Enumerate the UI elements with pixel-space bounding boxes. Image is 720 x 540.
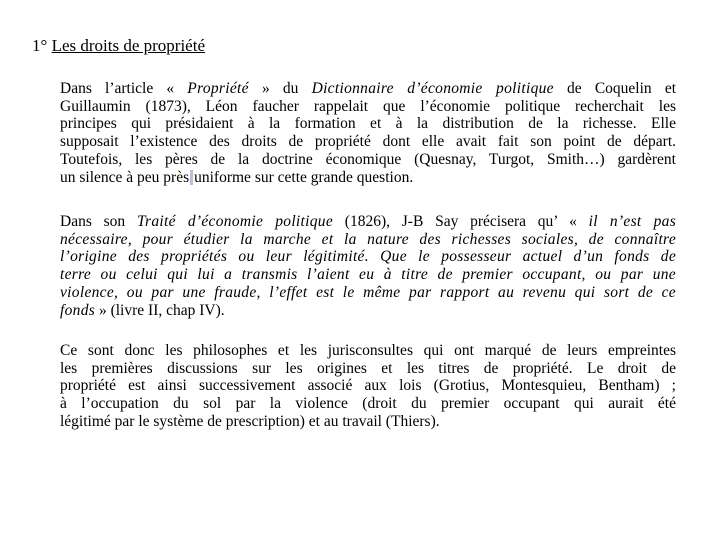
text-line <box>60 342 676 360</box>
section-number: 1° <box>32 36 48 55</box>
text-segment: Dans son <box>60 213 137 230</box>
text-line <box>60 395 676 413</box>
text-segment: à l’occupation du sol par la violence (droit du premier occupant qui aurait été <box>60 395 676 413</box>
text-segment: » du <box>248 80 312 97</box>
text-line <box>60 213 676 231</box>
text-segment: uniforme sur cette grande question. <box>194 168 414 186</box>
text-line <box>60 169 676 187</box>
italic-text: il n’est pas <box>588 213 677 230</box>
text-line <box>60 133 676 151</box>
text-segment: un silence à peu près <box>60 168 190 186</box>
text-segment: Ce sont donc les philosophes et les jurisconsultes qui ont marqué de leurs empreintes <box>60 342 676 359</box>
text-line <box>60 266 676 284</box>
text-segment: supposait l’existence des droits de propriété dont elle avait fait son point de départ. <box>60 133 676 151</box>
text-segment: principes qui présidaient à la formation et à la distribution de la richesse. Elle <box>60 115 676 133</box>
text-segment: Guillaumin (1873), Léon faucher rappelait que l’économie politique recherchait les <box>60 97 676 115</box>
text-segment: Dans l’article « <box>60 80 188 97</box>
text-line <box>60 302 676 320</box>
paragraph-philosophes <box>60 342 676 431</box>
text-line <box>60 151 676 169</box>
italic-text: Propriété <box>187 80 249 97</box>
section-heading <box>32 36 205 56</box>
text-line <box>60 360 676 378</box>
text-line <box>60 98 676 116</box>
text-segment: » (livre II, chap IV). <box>95 301 225 319</box>
text-cursor-icon <box>190 170 193 185</box>
italic-text: terre ou celui qui lui a transmis l’aient eu à titre de premier occupant, ou par une <box>60 266 676 284</box>
italic-text: Traité d’économie politique <box>136 213 334 230</box>
text-segment: (1826), J-B Say précisera qu’ « <box>333 213 589 230</box>
text-segment: de Coquelin et <box>553 80 677 97</box>
paragraph-say <box>60 213 676 319</box>
text-segment: Toutefois, les pères de la doctrine économique (Quesnay, Turgot, Smith…) gardèrent <box>60 150 676 168</box>
text-line <box>60 248 676 266</box>
italic-text: Dictionnaire d’économie politique <box>311 80 554 97</box>
paragraph-coquelin <box>60 80 676 186</box>
section-title: Les droits de propriété <box>51 36 205 55</box>
text-line <box>60 115 676 133</box>
text-segment: les premières discussions sur les origines et les titres de propriété. Le droit de <box>60 359 676 377</box>
italic-text: nécessaire, pour étudier la marche et la nature des richesses sociales, de connaître <box>60 230 676 248</box>
text-line <box>60 413 676 431</box>
italic-text: l’origine des propriétés ou leur légitimité. Que le possesseur actuel d’un fonds de <box>60 248 676 266</box>
text-segment: propriété est ainsi successivement associé aux lois (Grotius, Montesquieu, Bentham) ; <box>60 377 676 395</box>
text-line <box>60 284 676 302</box>
italic-text: fonds <box>60 301 96 319</box>
text-line <box>60 377 676 395</box>
text-line <box>60 80 676 98</box>
text-segment: légitimé par le système de prescription) et au travail (Thiers). <box>60 412 440 430</box>
italic-text: violence, ou par une fraude, l’effet est le même par rapport au revenu qui sort de ce <box>60 283 676 301</box>
text-line <box>60 231 676 249</box>
